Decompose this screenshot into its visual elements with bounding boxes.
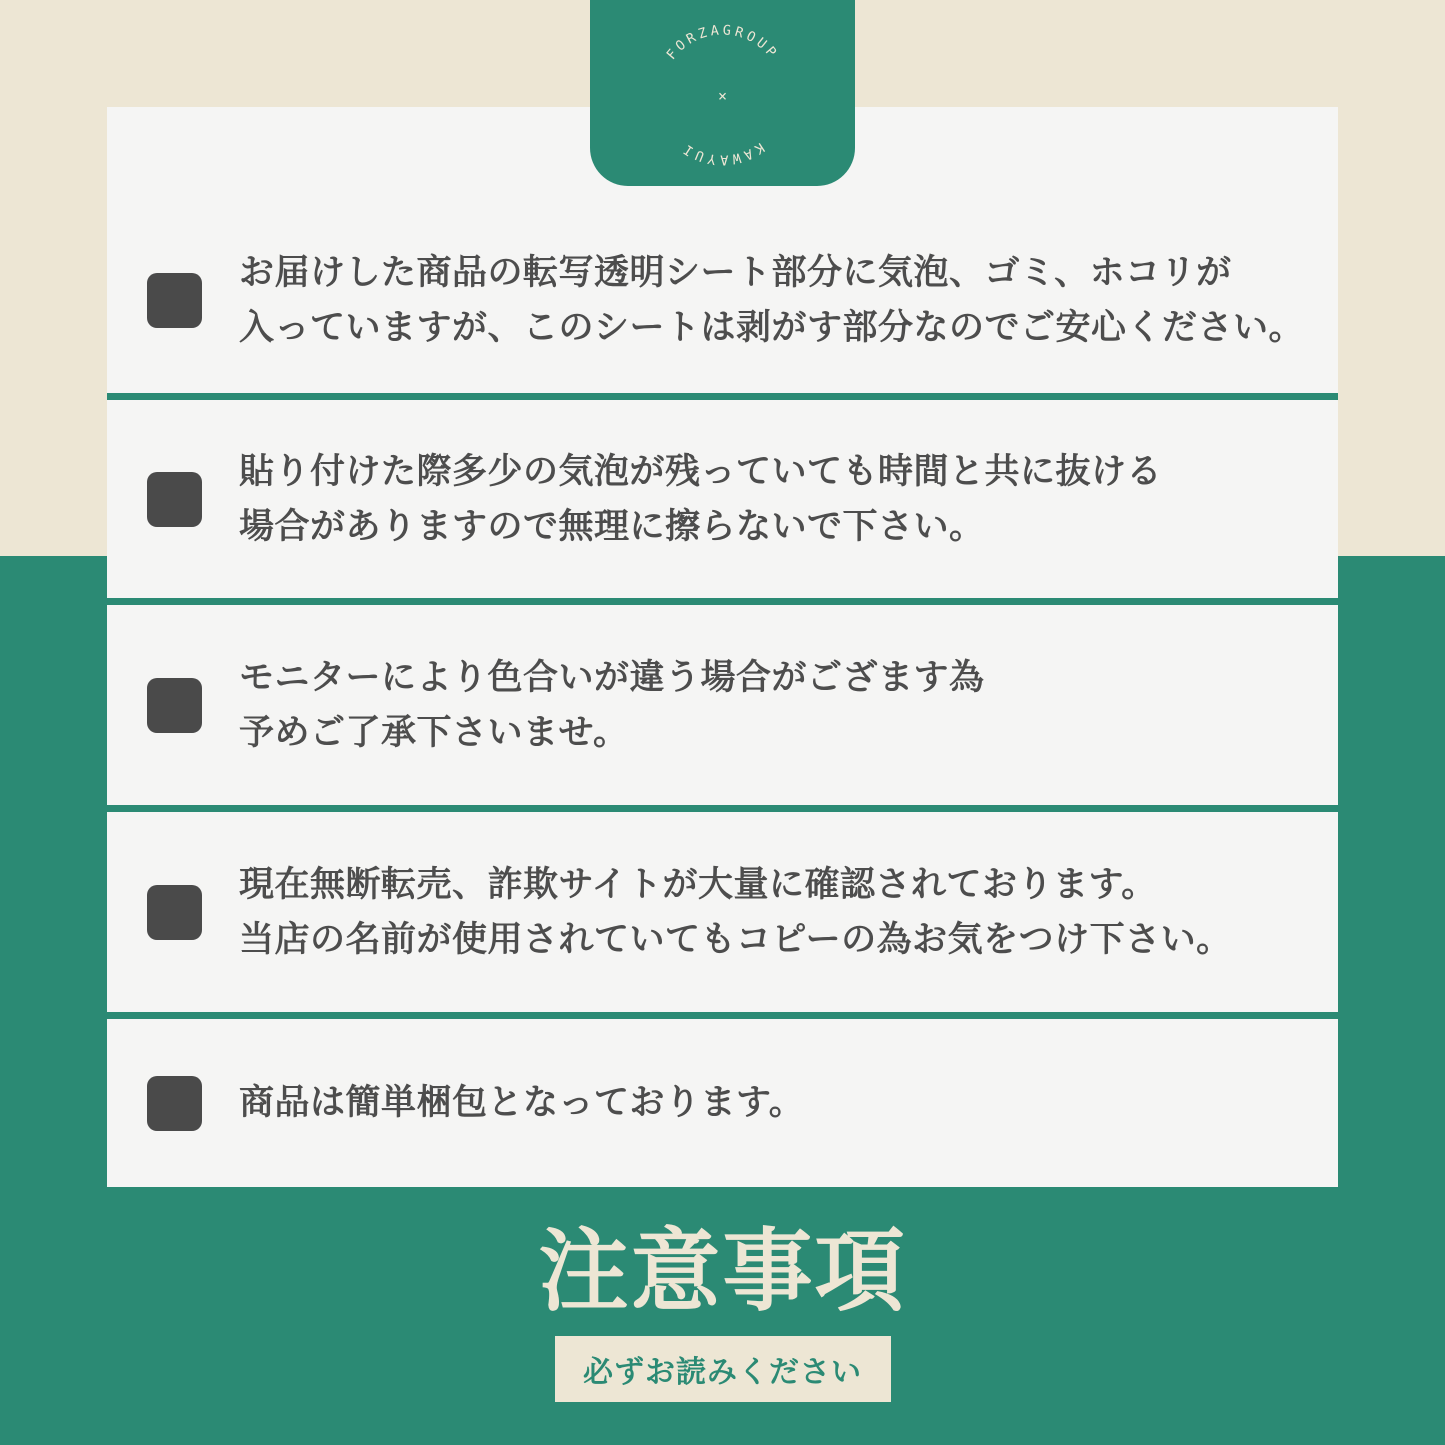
checkbox-bullet-icon [147,678,202,733]
notice-line: モニターにより色合いが違う場合がござます為 [239,657,985,697]
notice-line: 商品は簡単梱包となっております。 [239,1083,805,1123]
brand-x-separator-icon: × [717,87,728,105]
checkbox-bullet-icon [147,885,202,940]
notice-line: 当店の名前が使用されていてもコピーの為お気をつけ下さい。 [239,920,1232,959]
page-title: 注意事項 [538,1222,907,1322]
notice-text-3 [239,650,985,761]
notice-line: お届けした商品の転写透明シート部分に気泡、ゴミ、ホコリが [239,252,1232,292]
notice-line: 予めご了承下さいませ。 [239,713,629,752]
notice-panel [107,107,1338,1187]
notice-card-2 [107,400,1338,598]
notice-text-4 [239,857,1232,968]
notice-text-1 [239,245,1304,356]
brand-logo-circle [590,0,855,186]
notice-text-5 [239,1075,804,1130]
notice-line: 入っていますが、このシートは剥がす部分なのでご安心ください。 [239,308,1305,347]
brand-badge [590,0,855,186]
notice-line: 貼り付けた際多少の気泡が残っていても時間と共に抜ける [239,451,1163,491]
notice-text-2 [239,444,1162,555]
brand-text-bottom: KAWAYUI [678,139,767,168]
notice-line: 場合がありますので無理に擦らないで下さい。 [239,507,985,546]
checkbox-bullet-icon [147,273,202,328]
notice-card-3 [107,605,1338,805]
notice-card-4 [107,812,1338,1012]
checkbox-bullet-icon [147,472,202,527]
notice-line: 現在無断転売、詐欺サイトが大量に確認されております。 [239,864,1157,904]
must-read-label-text: 必ずお読みください [583,1356,862,1389]
must-read-label [555,1336,891,1402]
brand-text-top: FORZAGROUP [663,22,782,63]
checkbox-bullet-icon [147,1076,202,1131]
notice-card-5 [107,1019,1338,1187]
